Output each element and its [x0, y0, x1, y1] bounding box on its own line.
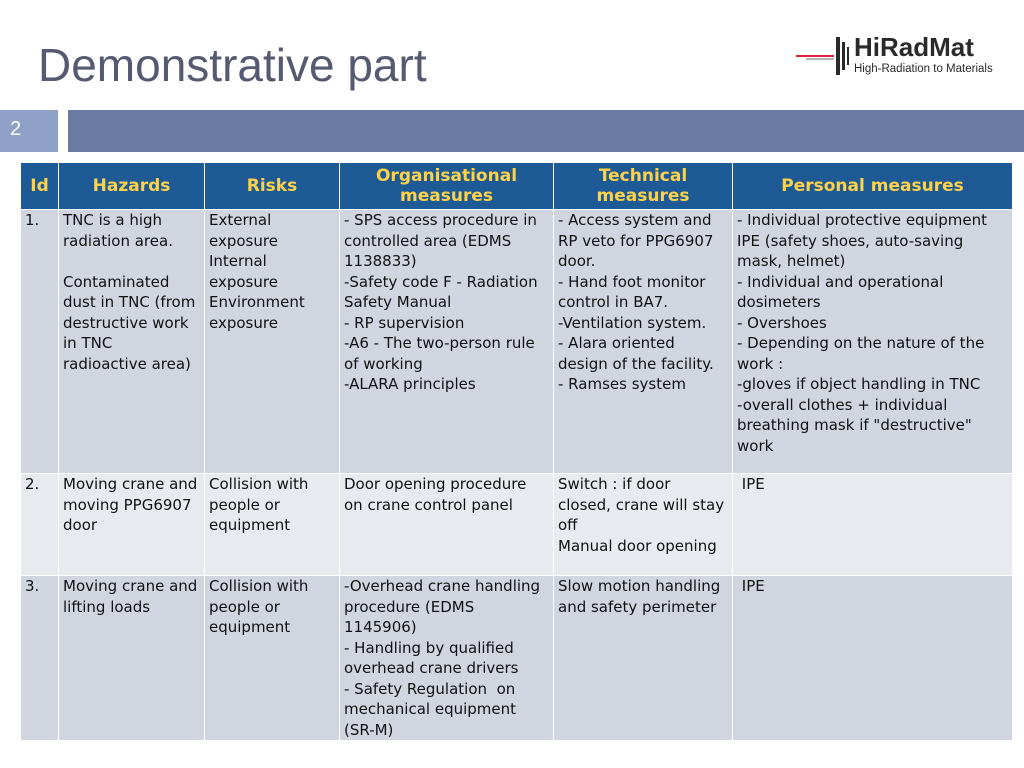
cell-technical-measures: Slow motion handling and safety perimeter: [554, 576, 733, 741]
cell-id: 2.: [21, 474, 59, 576]
header-personal-measures: Personal measures: [733, 163, 1013, 210]
logo-name: HiRadMat: [854, 32, 974, 62]
logo-mark-icon: [796, 34, 852, 80]
header-risks: Risks: [205, 163, 340, 210]
table-header-row: [21, 163, 1013, 210]
hazards-table: [20, 162, 1013, 741]
cell-personal-measures: IPE: [733, 474, 1013, 576]
cell-hazards: Moving crane and moving PPG6907 door: [59, 474, 205, 576]
header-technical-measures: Technical measures: [554, 163, 733, 210]
cell-hazards: TNC is a high radiation area. Contaminated dust in TNC (from destructive work in TNC radioactive area): [59, 210, 205, 474]
table-row: [21, 474, 1013, 576]
cell-organisational-measures: -Overhead crane handling procedure (EDMS 1145906) - Handling by qualified overhead crane drivers - Safety Regulation on mechanical equipment (SR-M): [340, 576, 554, 741]
title-underline-band: [68, 110, 1024, 152]
cell-organisational-measures: - SPS access procedure in controlled area (EDMS 1138833) -Safety code F - Radiation Safety Manual - RP supervision -A6 - The two-person rule of working -ALARA principles: [340, 210, 554, 474]
hiradmat-logo: [796, 34, 1006, 80]
cell-risks: Collision with people or equipment: [205, 576, 340, 741]
logo-subtitle: High-Radiation to Materials: [854, 63, 993, 75]
table-row: [21, 576, 1013, 741]
cell-technical-measures: Switch : if door closed, crane will stay off Manual door opening: [554, 474, 733, 576]
cell-id: 3.: [21, 576, 59, 741]
cell-risks: External exposure Internal exposure Environment exposure: [205, 210, 340, 474]
slide-title: Demonstrative part: [38, 39, 427, 91]
page-number: 2: [10, 118, 22, 140]
cell-id: 1.: [21, 210, 59, 474]
cell-technical-measures: - Access system and RP veto for PPG6907 door. - Hand foot monitor control in BA7. -Ventilation system. - Alara oriented design of the facility. - Ramses system: [554, 210, 733, 474]
page-number-band: [0, 110, 58, 152]
header-organisational-measures: Organisational measures: [340, 163, 554, 210]
cell-risks: Collision with people or equipment: [205, 474, 340, 576]
cell-personal-measures: IPE: [733, 576, 1013, 741]
header-id: Id: [21, 163, 59, 210]
cell-organisational-measures: Door opening procedure on crane control panel: [340, 474, 554, 576]
cell-personal-measures: - Individual protective equipment IPE (safety shoes, auto-saving mask, helmet) - Individual and operational dosimeters - Overshoes - Depending on the nature of the work : -gloves if object handling in TNC -overall clothes + individual breathing mask if "destructive" work: [733, 210, 1013, 474]
header-hazards: Hazards: [59, 163, 205, 210]
table-row: [21, 210, 1013, 474]
cell-hazards: Moving crane and lifting loads: [59, 576, 205, 741]
